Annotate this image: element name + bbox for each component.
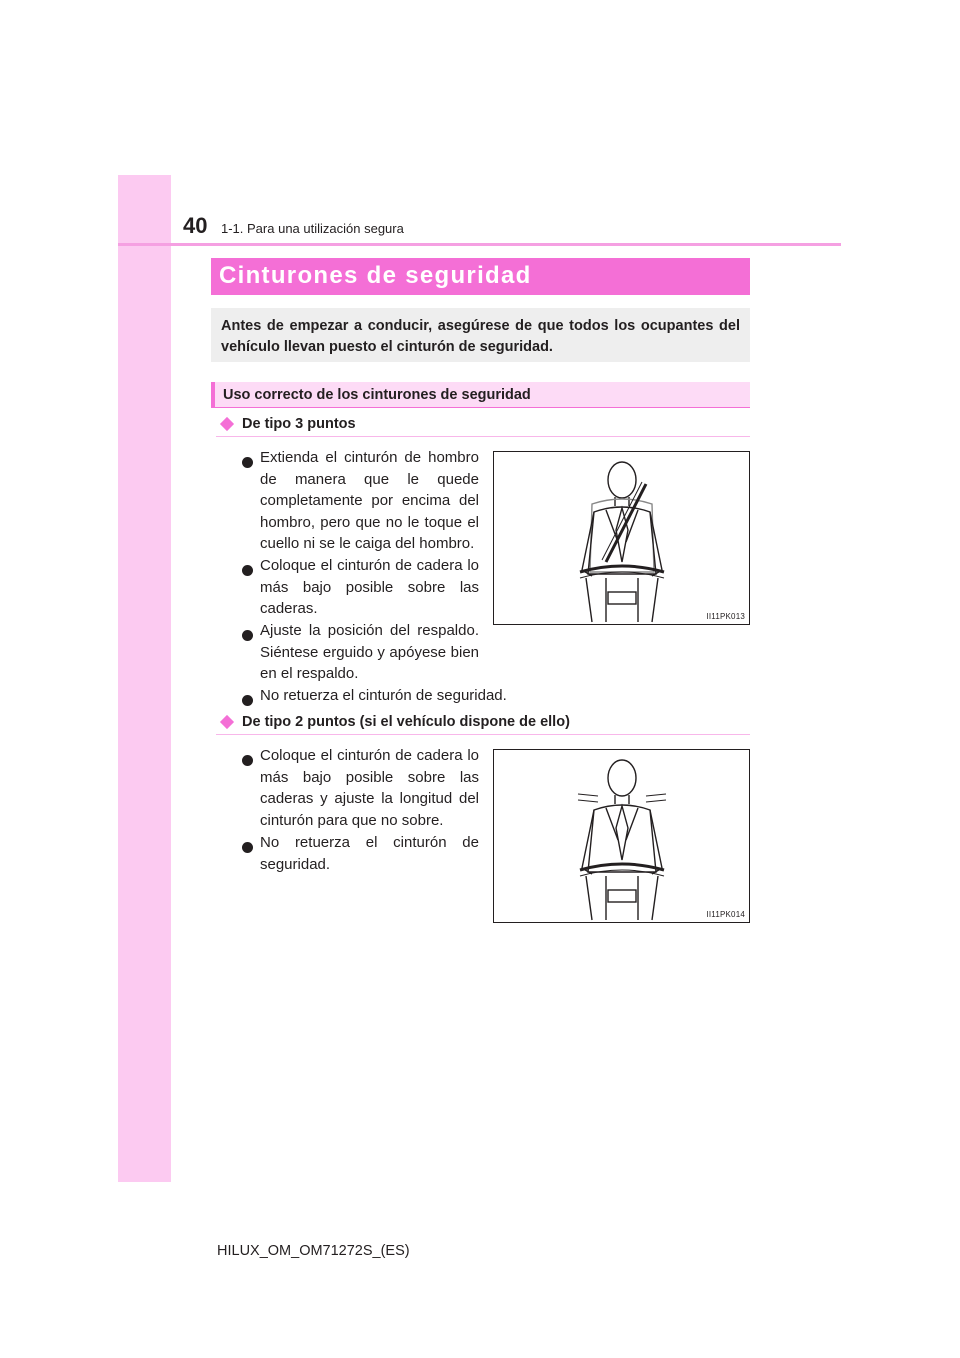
diamond-icon [220, 417, 234, 431]
list-item: Coloque el cinturón de cadera lo más bajo posible sobre las caderas y ajuste la longitud del cinturón para que no sobre. [260, 747, 479, 829]
subheading: Uso correcto de los cinturones de seguridad [223, 387, 531, 403]
figure-code: II11PK014 [706, 910, 745, 919]
list-item: No retuerza el cinturón de seguridad. [260, 687, 507, 704]
bullet-icon [242, 630, 253, 641]
page-number: 40 [183, 213, 208, 238]
bullet-icon [242, 457, 253, 468]
list-item: Extienda el cinturón de hombro de manera que le quede completamente por encima del hombro, pero que no le toque el cuello ni se le caiga del hombro. [260, 449, 479, 552]
footer-doc-code: HILUX_OM_OM71272S_(ES) [217, 1243, 410, 1259]
page-title: Cinturones de seguridad [219, 262, 532, 289]
header-rule [118, 243, 841, 246]
section-reference: 1-1. Para una utilización segura [221, 221, 404, 236]
section1-rule [216, 436, 750, 437]
seated-person-illustration [494, 452, 749, 624]
bullet-icon [242, 565, 253, 576]
title-bar [211, 258, 750, 295]
list-item: Ajuste la posición del respaldo. Siéntese erguido y apóyese bien en el respaldo. [260, 622, 479, 682]
list-item: Coloque el cinturón de cadera lo más bajo posible sobre las caderas. [260, 557, 479, 617]
diamond-icon [220, 715, 234, 729]
section2-heading: De tipo 2 puntos (si el vehículo dispone de ello) [242, 714, 570, 730]
seated-person-illustration [494, 750, 749, 922]
side-thumb-band [118, 175, 171, 1182]
bullet-icon [242, 842, 253, 853]
bullet-icon [242, 695, 253, 706]
figure-code: II11PK013 [706, 612, 745, 621]
bullet-icon [242, 755, 253, 766]
figure-3-point-belt [493, 451, 750, 625]
intro-text: Antes de empezar a conducir, asegúrese de que todos los ocupantes del vehículo llevan puesto el cinturón de seguridad. [221, 318, 740, 355]
section1-heading: De tipo 3 puntos [242, 416, 356, 432]
subheading-bar [211, 382, 750, 408]
list-item: No retuerza el cinturón de seguridad. [260, 834, 479, 873]
figure-2-point-belt [493, 749, 750, 923]
intro-box [211, 308, 750, 362]
section2-rule [216, 734, 750, 735]
